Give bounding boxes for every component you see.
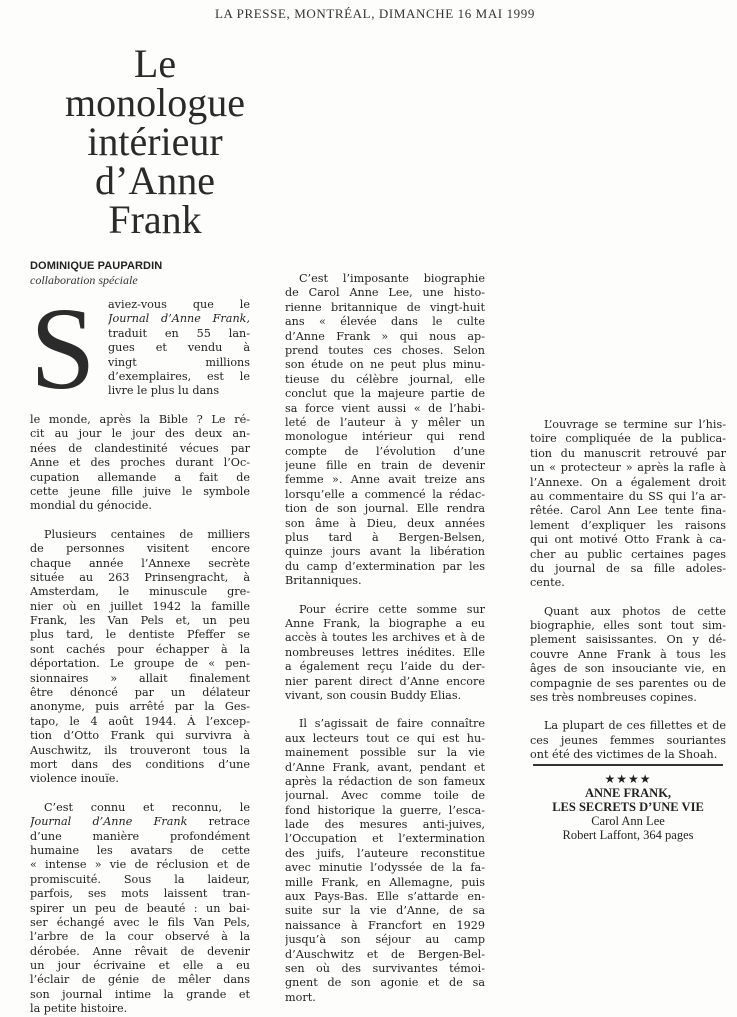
headline-line: d’Anne bbox=[95, 158, 215, 203]
text-line: Amsterdam, le minuscule gre- bbox=[30, 585, 250, 599]
text-line: jusqu’à son séjour au camp bbox=[285, 933, 485, 947]
divider-rule bbox=[533, 764, 723, 766]
text-line: accès à toutes les archives et à de bbox=[285, 631, 485, 645]
text-line: d’Anne Frank » qui nous ap- bbox=[285, 329, 485, 343]
byline-role: collaboration spéciale bbox=[30, 273, 138, 287]
text-line: nées de clandestinité vécues par bbox=[30, 441, 250, 455]
text-line: ser échangé avec le fils Van Pels, bbox=[30, 915, 250, 929]
text-line: nier parent direct d’Anne encore bbox=[285, 674, 485, 688]
text-line: promiscuité. Sous la laideur, bbox=[30, 872, 250, 886]
text-line: parfois, ses mots laissent tran- bbox=[30, 887, 250, 901]
text-line: mille Frank, en Allemagne, puis bbox=[285, 875, 485, 889]
text-line: vivant, son cousin Buddy Elias. bbox=[285, 688, 462, 702]
headline-line: Frank bbox=[108, 197, 202, 242]
paragraph bbox=[30, 801, 250, 1017]
text-line: tion de son journal. Elle rendra bbox=[285, 502, 485, 516]
text-line: nier où en juillet 1942 la famille bbox=[30, 599, 250, 613]
text-line: Journal d’Anne Frank, bbox=[108, 312, 250, 326]
text-line: Auschwitz, ils trouveront tous la bbox=[30, 743, 250, 757]
text-line: gnent de son agonie et de sa bbox=[285, 976, 485, 990]
text-line: d’exemplaires, est le bbox=[108, 369, 250, 383]
text-line: être dénoncé par un délateur bbox=[30, 686, 250, 700]
text-line: prend toutes ces choses. Selon bbox=[285, 343, 485, 357]
text-line: plus tard à Bergen-Belsen, bbox=[285, 531, 485, 545]
byline-author: DOMINIQUE PAUPARDIN bbox=[30, 260, 163, 272]
text-line: au commentaire du SS qui l’a ar- bbox=[530, 489, 726, 503]
text-line: tapo, le 4 août 1944. À l’excep- bbox=[30, 714, 250, 728]
text-line: sa force vient aussi « de l’habi- bbox=[285, 401, 485, 415]
text-line: Plusieurs centaines de milliers bbox=[44, 527, 250, 541]
text-line: de personnes visitent encore bbox=[30, 542, 250, 556]
text-line: humaine les avatars de cette bbox=[30, 843, 250, 857]
article-column-2 bbox=[285, 272, 485, 1005]
text-line: livre le plus lu dans bbox=[108, 384, 220, 398]
book-info-box bbox=[530, 772, 726, 842]
text-line: L’ouvrage se termine sur l’his- bbox=[544, 418, 726, 431]
text-line: C’est l’imposante biographie bbox=[299, 272, 485, 285]
text-line: un « protecteur » après la rafle à bbox=[530, 461, 726, 475]
text-line: anonyme, puis arrêté par la Ges- bbox=[30, 700, 250, 714]
text-line: lement d’expliquer les raisons bbox=[530, 518, 726, 532]
text-line: vingt millions bbox=[108, 355, 250, 369]
text-line: Anne Frank, la biographe a eu bbox=[285, 616, 485, 630]
text-line: femme ». Anne avait treize ans bbox=[285, 473, 485, 487]
paragraph bbox=[30, 283, 250, 514]
paragraph-continuation bbox=[30, 413, 250, 514]
headline-line: monologue bbox=[65, 80, 245, 125]
text-line: sen où des survivantes témoi- bbox=[285, 961, 485, 975]
text-line: compagnie de ses parentes ou de bbox=[530, 676, 726, 690]
text-line: La plupart de ces fillettes et de bbox=[544, 719, 726, 733]
text-line: mondial du génocide. bbox=[30, 499, 152, 513]
paragraph bbox=[530, 605, 726, 706]
text-line: Frank, les Van Pels et, un peu bbox=[30, 614, 250, 628]
paragraph bbox=[30, 528, 250, 787]
text-line: sionnaires » allait finalement bbox=[30, 671, 250, 685]
text-line: fond historique la guerre, l’esca- bbox=[285, 803, 485, 817]
text-line: traduit en 55 lan- bbox=[108, 326, 250, 340]
text-line: du camp d’extermination par les bbox=[285, 559, 485, 573]
paragraph bbox=[530, 719, 726, 762]
text-line: couvre Anne Frank à tous les bbox=[530, 647, 726, 661]
text-line: l’Annexe. On a également droit bbox=[530, 475, 726, 489]
text-line: biographie, elles sont tout sim- bbox=[530, 619, 726, 633]
headline-line: intérieur bbox=[87, 119, 223, 164]
text-line: de Carol Anne Lee, une histo- bbox=[285, 286, 485, 300]
text-line: compte de l’évolution d’une bbox=[285, 444, 485, 458]
rating-stars: ★★★★ bbox=[604, 772, 652, 786]
text-line: cit au jour le jour des deux an- bbox=[30, 427, 250, 441]
publication-header: LA PRESSE, MONTRÉAL, DIMANCHE 16 MAI 1999 bbox=[214, 6, 535, 21]
dropcap-block bbox=[30, 283, 250, 414]
text-line: des juifs, l’auteure reconstitue bbox=[285, 846, 485, 860]
headline-line: Le bbox=[133, 41, 177, 86]
text-line: monologue intérieur qui rend bbox=[285, 430, 485, 444]
text-line: conclut que la majeure partie de bbox=[285, 387, 485, 401]
text-line: Anne et des proches durant l’Oc- bbox=[30, 456, 250, 470]
text-line: tion d’Otto Frank qui survivra à bbox=[30, 729, 250, 743]
book-publisher: Robert Laffont, 364 pages bbox=[562, 828, 694, 842]
text-line: l’Occupation et l’extermination bbox=[285, 832, 485, 846]
text-line: aviez-vous que le bbox=[108, 298, 250, 311]
text-line: sont cachés pour échapper à la bbox=[30, 642, 250, 656]
text-line: l’éclair de génie de mêler dans bbox=[30, 973, 250, 987]
text-line: aux Pays-Bas. Elle s’attarde en- bbox=[285, 890, 485, 904]
text-line: journal. Avec comme toile de bbox=[285, 789, 485, 803]
text-line: cher au public certaines pages bbox=[530, 547, 726, 561]
article-column-1 bbox=[30, 283, 250, 1017]
text-line: ans « élevée dans le culte bbox=[285, 315, 485, 329]
text-line: cette jeune fille juive le symbole bbox=[30, 484, 250, 498]
text-line: la petite histoire. bbox=[30, 1002, 128, 1016]
text-line: jeune fille en train de devenir bbox=[285, 459, 485, 473]
text-line: ont été des victimes de la Shoah. bbox=[530, 748, 718, 762]
text-line: avec minutie l’odyssée de la fa- bbox=[285, 861, 485, 875]
book-title-line-2: LES SECRETS D’UNE VIE bbox=[552, 800, 704, 814]
text-line: son âme à Dieu, deux années bbox=[285, 516, 485, 530]
text-line: le monde, après la Bible ? Le ré- bbox=[30, 413, 250, 426]
text-line: âges de son insouciante vie, en bbox=[530, 662, 726, 676]
text-line: mainement possible sur la vie bbox=[285, 746, 485, 760]
text-line: Il s’agissait de faire connaître bbox=[299, 717, 485, 731]
paragraph bbox=[285, 717, 485, 1005]
text-line: un jour écrivaine et elle a eu bbox=[30, 959, 250, 973]
dropcap: S bbox=[30, 283, 96, 414]
text-line: son journal intime la grande et bbox=[30, 987, 250, 1001]
text-line: mort. bbox=[285, 990, 316, 1004]
text-line: C’est connu et reconnu, le bbox=[44, 800, 250, 814]
text-line: violence inouïe. bbox=[30, 772, 119, 786]
text-line: du journal de sa fille adoles- bbox=[530, 561, 726, 575]
text-line: quinze jours avant la libération bbox=[285, 545, 485, 559]
text-line: d’une manière profondément bbox=[30, 829, 250, 843]
text-line: déportation. Le groupe de « pen- bbox=[30, 657, 250, 671]
text-line: nombreuses lettres inédites. Elle bbox=[285, 645, 485, 659]
text-line: l’arbre de la cour observé à la bbox=[30, 930, 250, 944]
paragraph bbox=[285, 603, 485, 704]
text-line: dérobée. Anne rêvait de devenir bbox=[30, 944, 250, 958]
text-line: tieuse du célèbre journal, elle bbox=[285, 372, 485, 386]
text-line: naissance à Francfort en 1929 bbox=[285, 918, 485, 932]
text-line: Pour écrire cette somme sur bbox=[299, 602, 485, 616]
text-line: cupation allemande a fait de bbox=[30, 470, 250, 484]
text-line: toire compliquée de la publica- bbox=[530, 432, 726, 446]
text-line: mort dans des conditions d’une bbox=[30, 757, 250, 771]
text-line bbox=[30, 815, 250, 829]
book-author: Carol Ann Lee bbox=[591, 814, 665, 828]
paragraph bbox=[530, 418, 726, 591]
text-line: ces jeunes femmes souriantes bbox=[530, 733, 726, 747]
text-line: rienne britannique de vingt-huit bbox=[285, 300, 485, 314]
text-line: leté de l’auteur à y mêler un bbox=[285, 415, 485, 429]
text-line: après la rédaction de son fameux bbox=[285, 774, 485, 788]
text-line: suite sur la vie d’Anne, de sa bbox=[285, 904, 485, 918]
text-line: lade des mesures anti-juives, bbox=[285, 818, 485, 832]
text-fragment: retrace bbox=[187, 815, 250, 829]
text-line: plement saisissantes. On y dé- bbox=[530, 633, 726, 647]
text-line: aux lecteurs tout ce qui est hu- bbox=[285, 731, 485, 745]
text-line: rêtée. Carol Ann Lee tente fina- bbox=[530, 504, 726, 518]
text-line: gues et vendu à bbox=[108, 341, 250, 355]
text-line: ses très nombreuses copines. bbox=[530, 691, 697, 705]
paragraph-continuation bbox=[30, 830, 250, 1017]
text-line: cente. bbox=[530, 576, 565, 590]
text-line: chaque année l’Annexe secrète bbox=[30, 556, 250, 570]
text-line: tion du manuscrit retrouvé par bbox=[530, 446, 726, 460]
text-line: d’Anne Frank, avant, pendant et bbox=[285, 760, 485, 774]
article-column-3 bbox=[530, 418, 726, 763]
headline bbox=[55, 41, 255, 242]
text-line: plus tard, le dentiste Pfeffer se bbox=[30, 628, 250, 642]
paragraph bbox=[285, 272, 485, 589]
italic-title: Journal d’Anne Frank bbox=[30, 815, 188, 829]
text-line: située au 263 Prinsengracht, à bbox=[30, 570, 250, 584]
dropcap-lines bbox=[108, 298, 250, 399]
text-line: d’Auschwitz et de Bergen-Bel- bbox=[285, 947, 485, 961]
text-line: son étude on ne peut plus minu- bbox=[285, 358, 485, 372]
book-title-line-1: ANNE FRANK, bbox=[584, 786, 672, 800]
text-line: Britanniques. bbox=[285, 574, 362, 588]
text-line: « intense » vie de réclusion et de bbox=[30, 858, 250, 872]
text-line: qui ont motivé Otto Frank à ca- bbox=[530, 533, 726, 547]
text-line: spirer un peu de beauté : un bai- bbox=[30, 901, 250, 915]
text-line: Quant aux photos de cette bbox=[544, 604, 726, 618]
text-line: lorsqu’elle a commencé la rédac- bbox=[285, 487, 485, 501]
text-line: a également reçu l’aide du der- bbox=[285, 660, 485, 674]
